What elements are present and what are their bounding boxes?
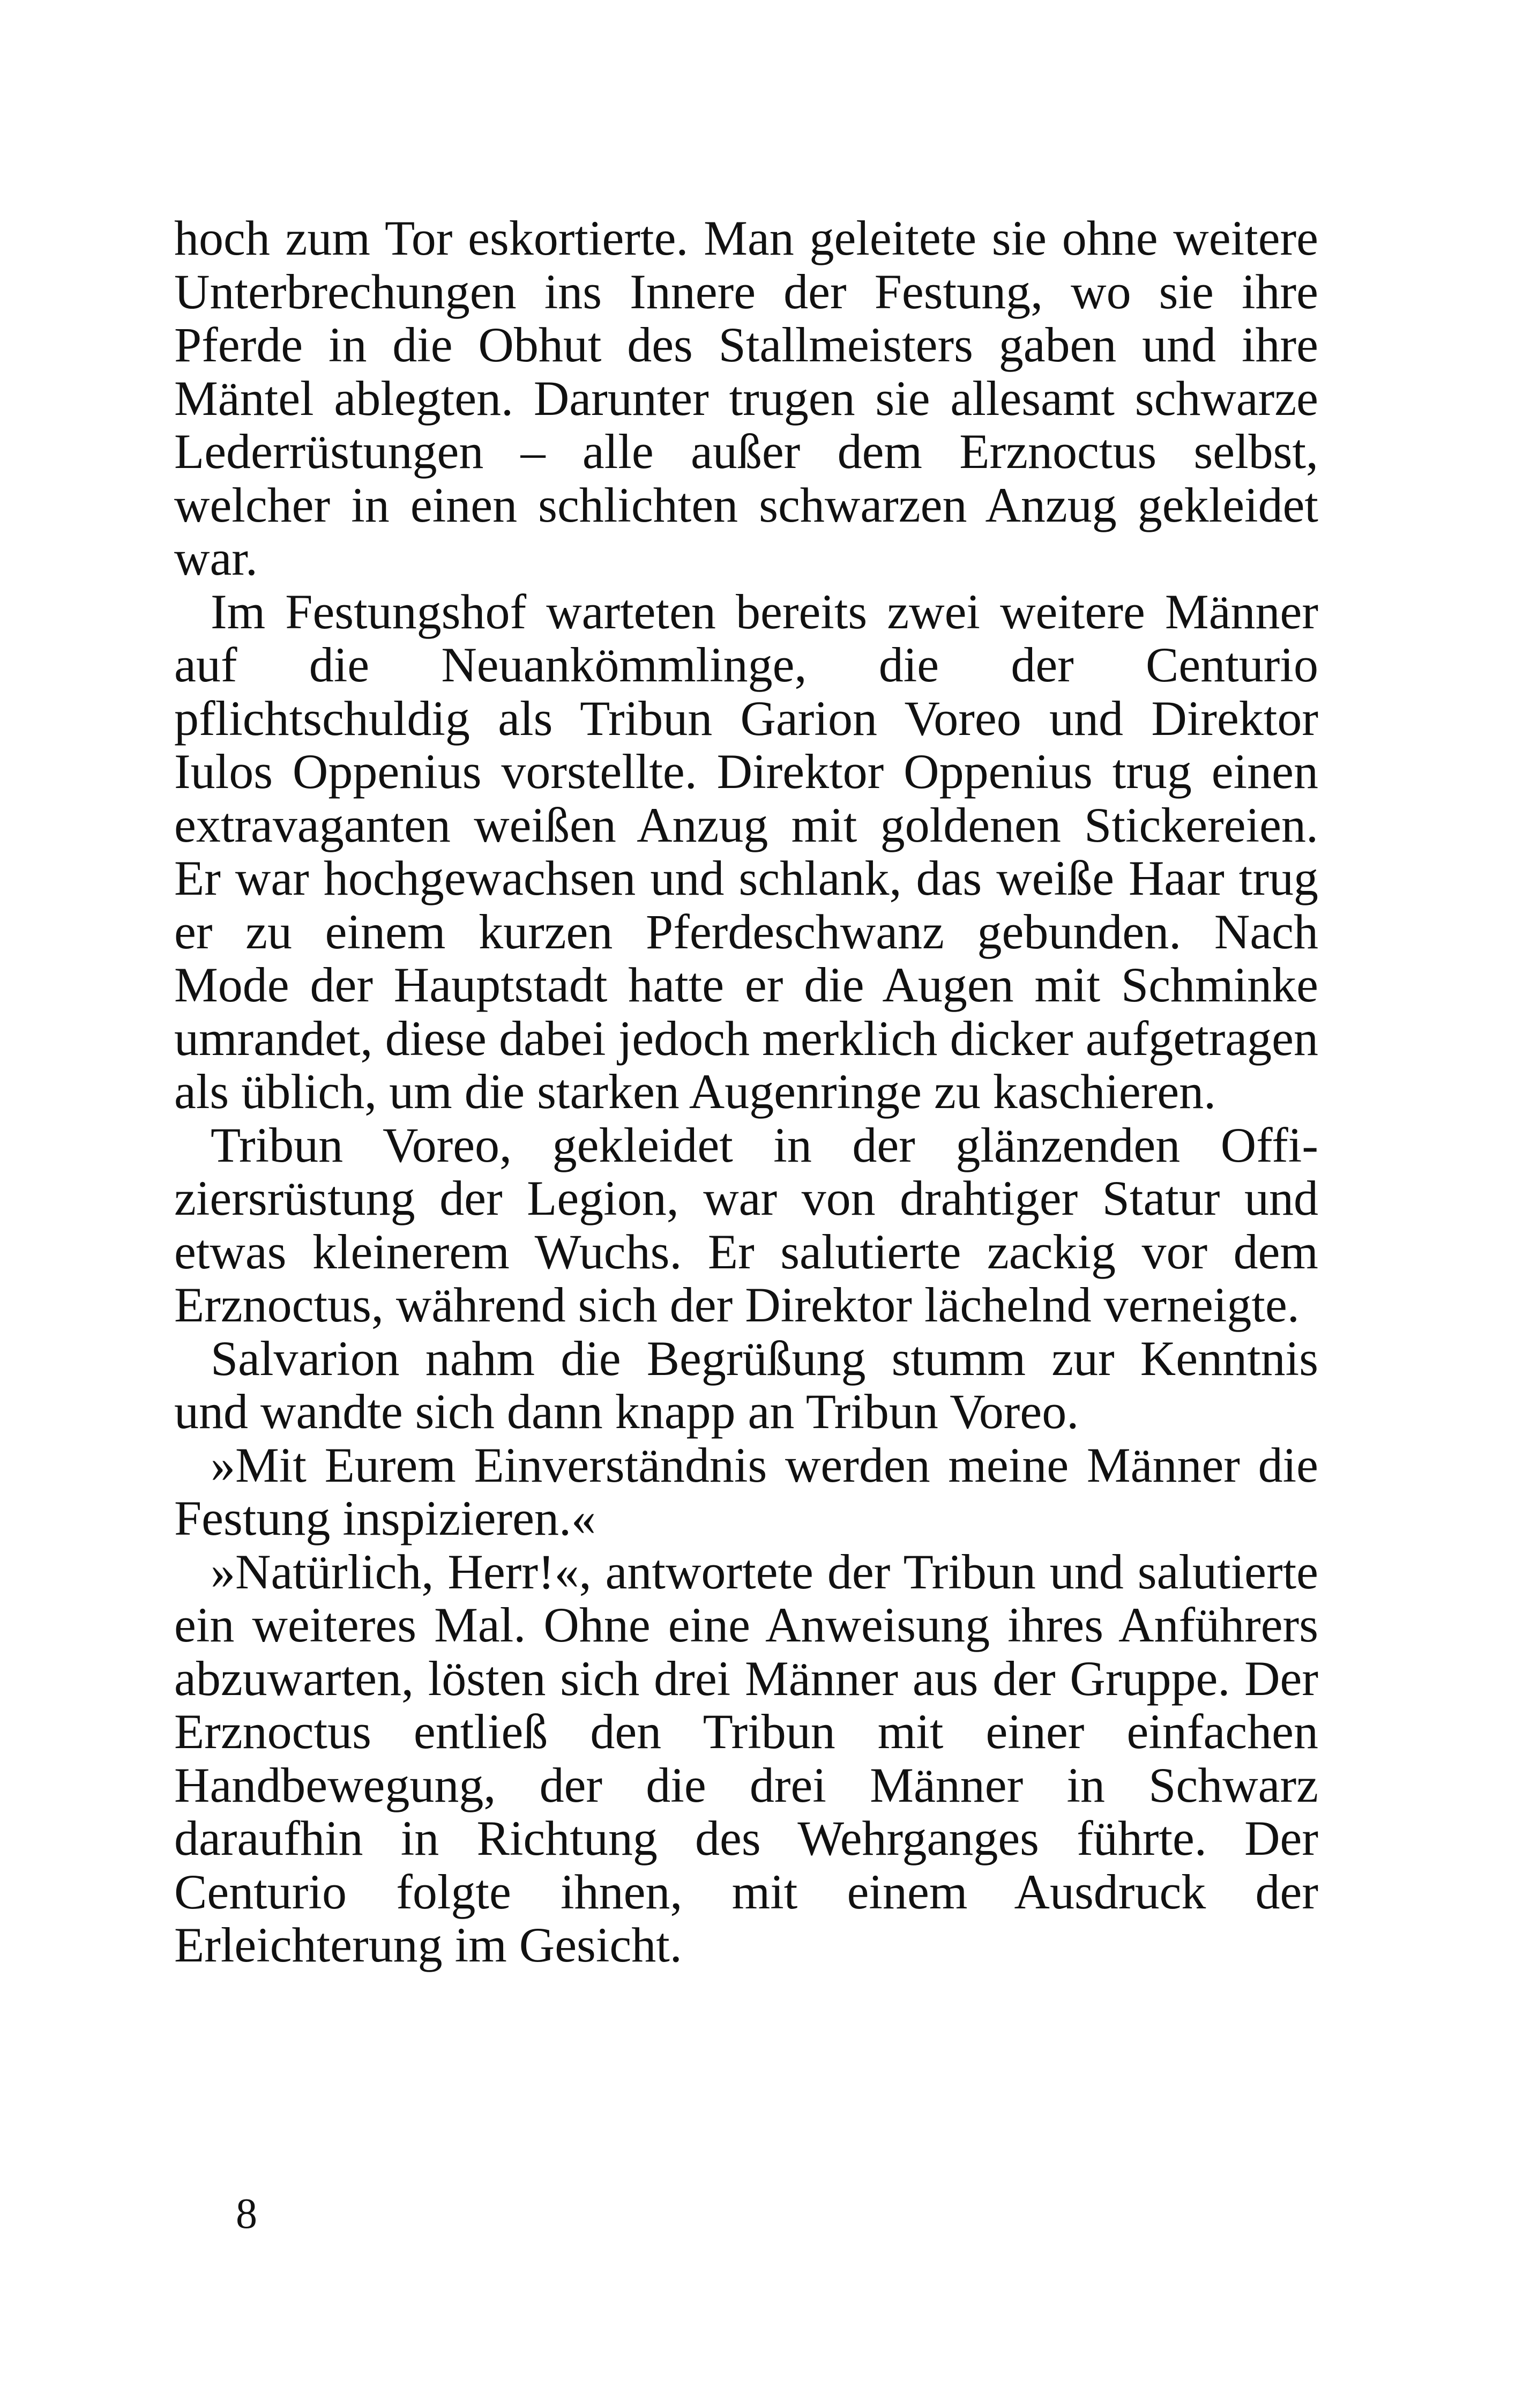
body-text (174, 212, 1318, 1972)
page-number: 8 (236, 2190, 257, 2238)
paragraph-3: Tribun Voreo, gekleidet in der glänzenden Offiziersrüstung der Legion, war von drahtiger Statur und etwas kleinerem Wuchs. Er salutierte zackig vor dem Erznoctus, während sich der Direktor lächelnd verneigte. (174, 1117, 1318, 1332)
paragraph-6: »Natürlich, Herr!«, antwortete der Tribun und salutierte ein weiteres Mal. Ohne eine Anweisung ihres Anführers abzuwarten, lösten sich drei Männer aus der Gruppe. Der Erznoctus entließ den Tribun mit einer einfachen Handbewegung, der die drei Männer in Schwarz daraufhin in Richtung des Wehrganges führte. Der Centurio folgte ihnen, mit einem Ausdruck der Erleichterung im Gesicht. (174, 1544, 1318, 1972)
paragraph-4: Salvarion nahm die Begrüßung stumm zur Kenntnis und wandte sich dann knapp an Tribun Voreo. (174, 1331, 1318, 1439)
paragraph-2: Im Festungshof warteten bereits zwei weitere Männer auf die Neuankömmlinge, die der Centurio pflichtschuldig als Tribun Garion Voreo und Direktor Iulos Oppenius vorstellte. Direktor Oppenius trug einen extravaganten weißen Anzug mit goldenen Stickereien. Er war hochgewachsen und schlank, das weiße Haar trug er zu einem kurzen Pferdeschwanz gebunden. Nach Mode der Hauptstadt hatte er die Augen mit Schminke umrandet, diese dabei jedoch merklich dicker aufgetragen als üblich, um die starken Augenringe zu kaschieren. (174, 584, 1318, 1119)
paragraph-5: »Mit Eurem Einverständnis werden meine Männer die Festung inspizieren.« (174, 1437, 1318, 1545)
paragraph-1: hoch zum Tor eskortierte. Man geleitete sie ohne weitere Unterbrechungen ins Innere der Festung, wo sie ihre Pferde in die Obhut des Stallmeisters gaben und ihre Mäntel ablegten. Darunter trugen sie allesamt schwarze Lederrüstungen – alle außer dem Erznoctus selbst, welcher in einen schlichten schwarzen Anzug gekleidet war. (174, 211, 1318, 585)
